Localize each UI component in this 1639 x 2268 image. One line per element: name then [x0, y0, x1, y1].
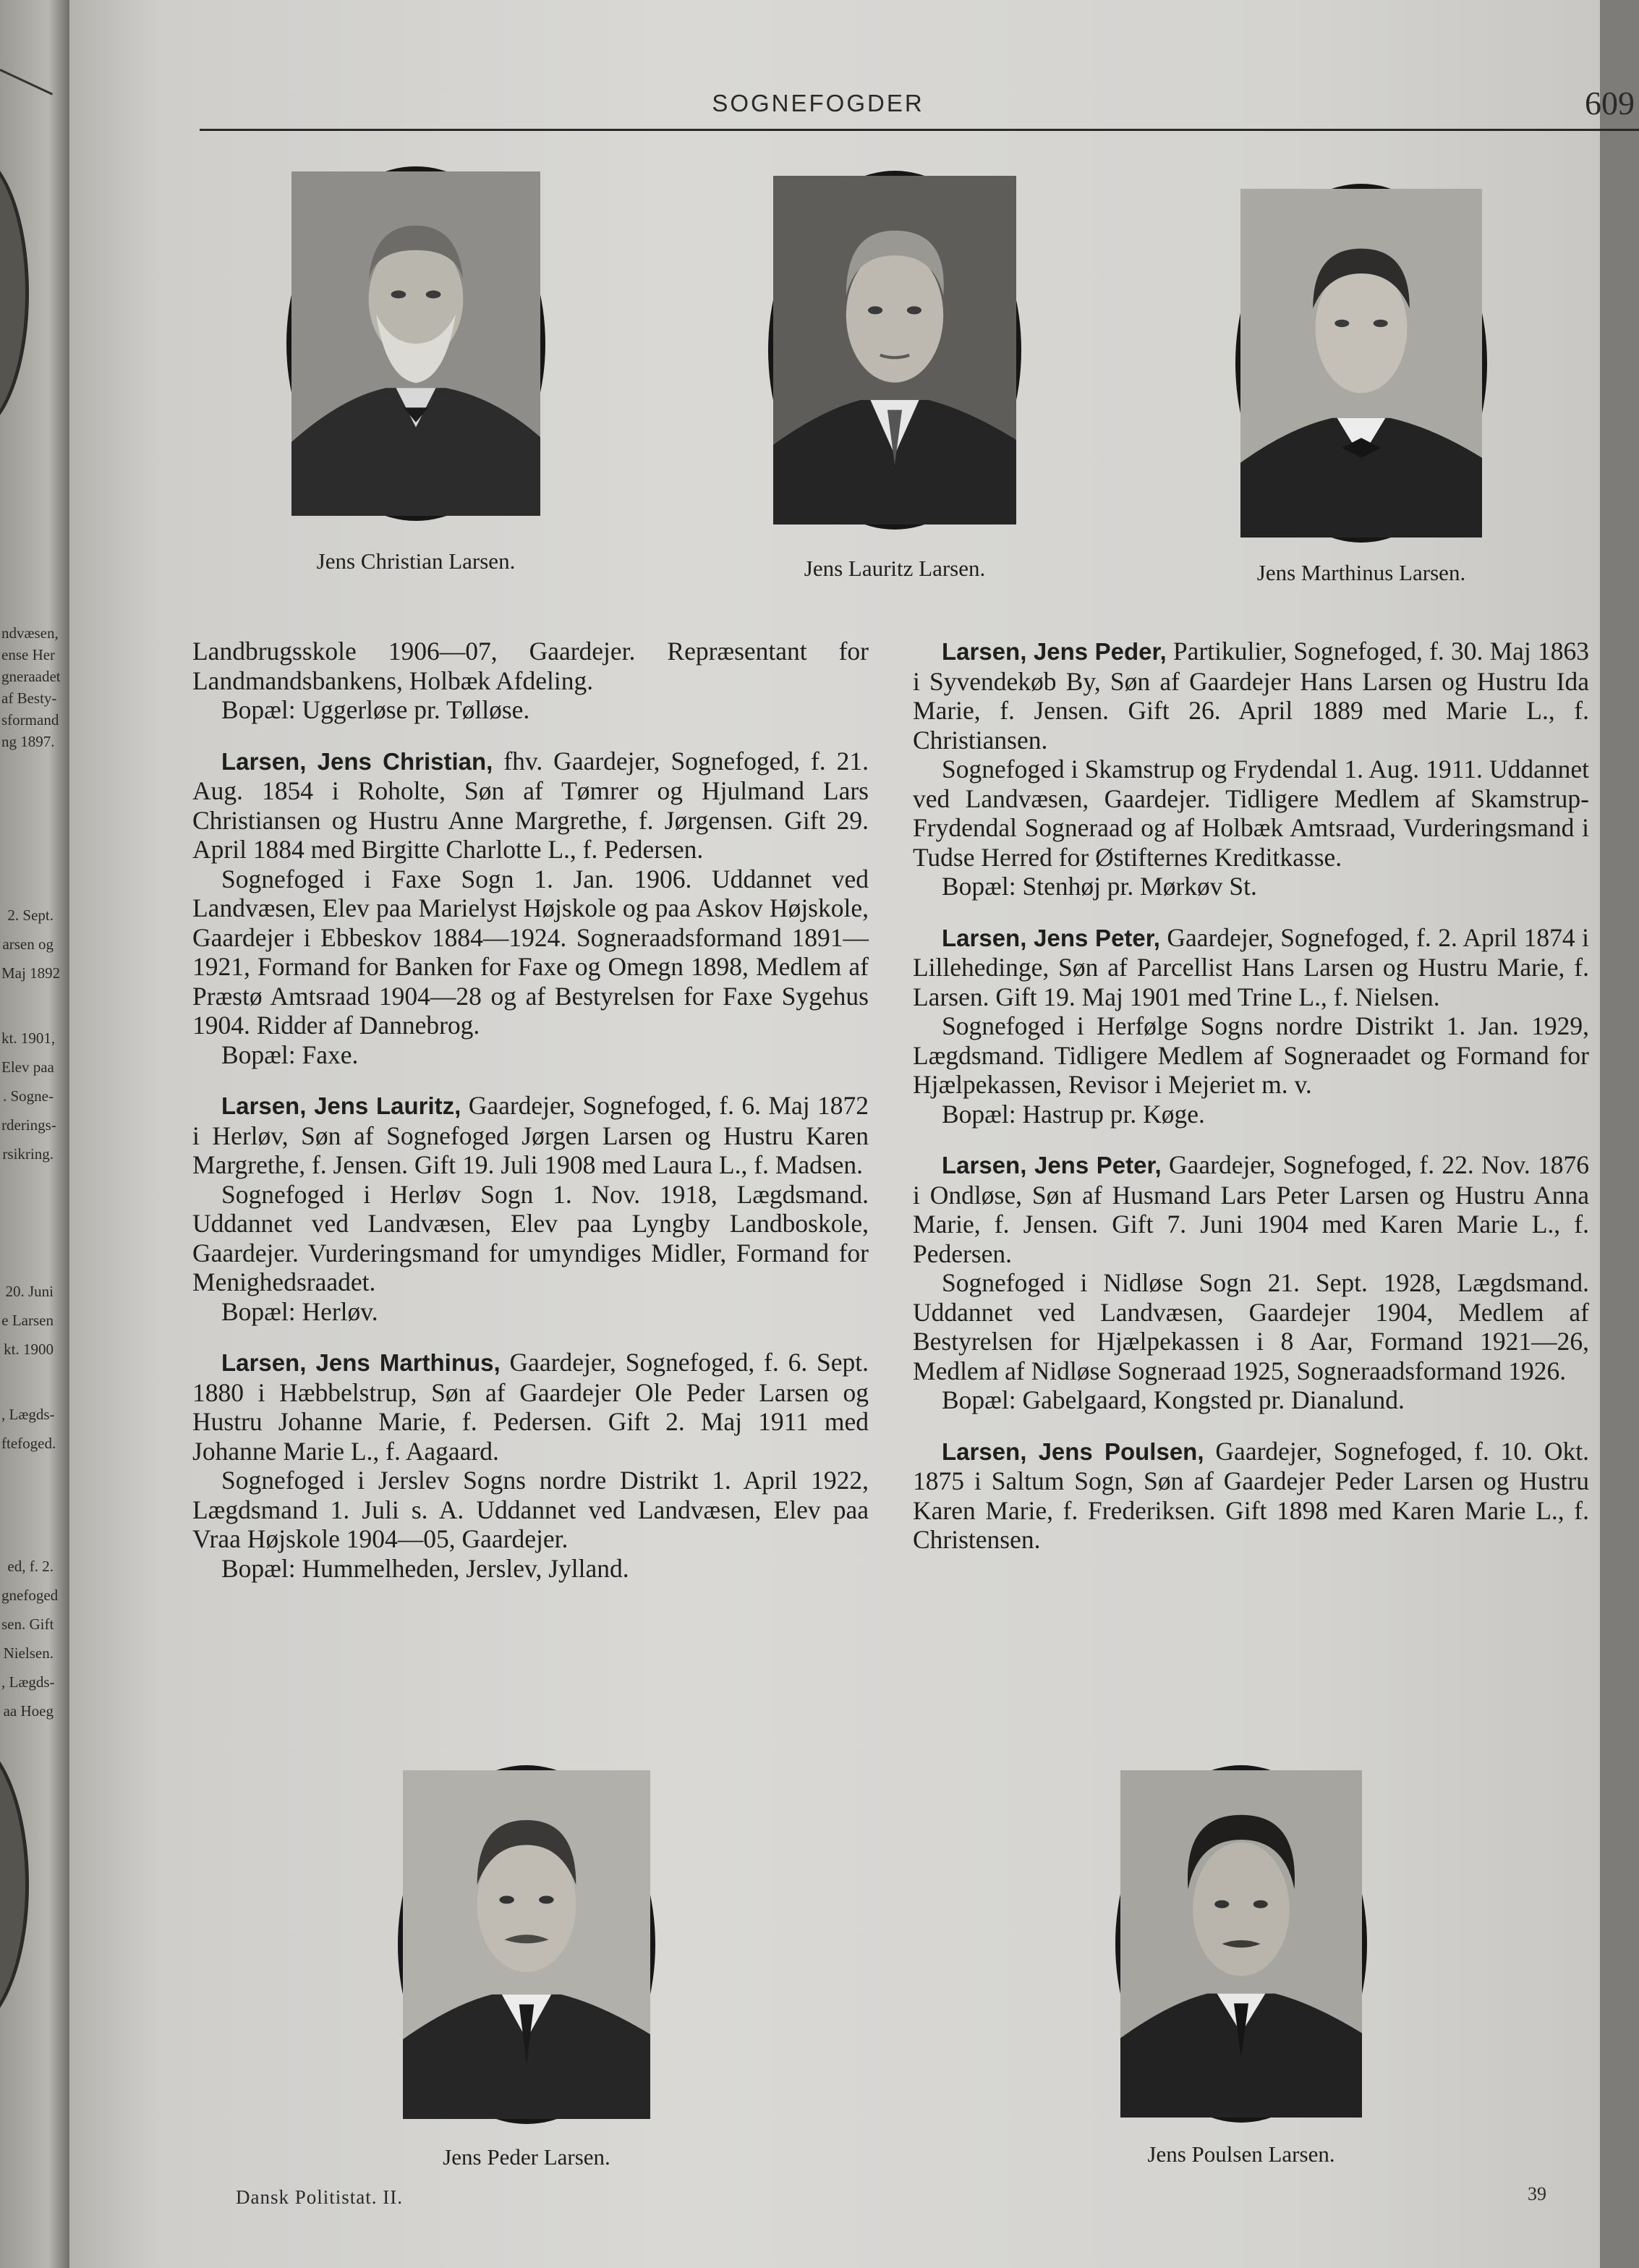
portrait-caption: Jens Poulsen Larsen. — [1147, 2141, 1335, 2167]
margin-fragment: gnefoged — [1, 1587, 59, 1604]
margin-fragment: kt. 1901, — [1, 1029, 56, 1047]
entry-address: Bopæl: Herløv. — [221, 1296, 378, 1326]
entry-intro-text: Gaardejer, Sognefoged, f. 10. Okt. 1875 i Saltum Sogn, Søn af Gaardejer Peder Larsen og Hustru Karen Marie, f. Frederiksen. Gift 1898 med Karen Marie L., f. Christensen. — [913, 1436, 1590, 1554]
footer-signature-mark: 39 — [1528, 2183, 1546, 2204]
margin-fragment: gneraadet — [1, 668, 61, 685]
portrait-jens-poulsen-larsen — [1115, 1765, 1367, 2123]
margin-fragment: sen. Gift — [1, 1615, 54, 1633]
portrait-caption: Jens Lauritz Larsen. — [804, 556, 986, 581]
previous-page-edge — [0, 0, 69, 2268]
entry-intro — [913, 1437, 1589, 1555]
entry-intro-text: Gaardejer, Sognefoged, f. 6. Sept. 1880 i Hæbbelstrup, Søn af Gaardejer Ole Peder Larsen og Hustru Johanne Marie, f. Pedersen. Gift 2. Maj 1911 med Johanne Marie L., f. Aagaard. — [192, 1348, 869, 1466]
entry-name: Larsen, Jens Marthinus, — [221, 1349, 501, 1376]
entry-name: Larsen, Jens Christian, — [221, 747, 493, 775]
margin-fragment: rsikring. — [2, 1145, 54, 1163]
running-head — [200, 85, 1639, 131]
entry-intro — [913, 637, 1589, 755]
page-title: SOGNEFOGDER — [712, 90, 924, 116]
margin-fragment: arsen og — [2, 935, 54, 953]
portrait-caption: Jens Peder Larsen. — [443, 2144, 610, 2170]
entry-body: Sognefoged i Skamstrup og Frydendal 1. Aug. 1911. Uddannet ved Landvæsen, Gaardejer. Tidligere Medlem af Skamstrup-Frydendal Sogneraad og af Holbæk Amtsraad, Vurderingsmand i Tudse Herred for Østifternes Kreditkasse. — [913, 755, 1589, 872]
entry-address: Bopæl: Hummelheden, Jerslev, Jylland. — [221, 1553, 629, 1583]
margin-fragment: , Lægds- — [1, 1406, 55, 1423]
entry-address: Bopæl: Hastrup pr. Køge. — [942, 1099, 1205, 1129]
entry-intro-text: fhv. Gaardejer, Sognefoged, f. 21. Aug. 1854 i Roholte, Søn af Tømrer og Hjulmand Lars Christiansen og Hustru Anne Margrethe, f. Jørgensen. Gift 29. April 1884 med Birgitte Charlotte L., f. Pedersen. — [192, 746, 869, 864]
entry-body: Sognefoged i Jerslev Sogns nordre Distrikt 1. April 1922, Lægdsmand 1. Juli s. A. Uddannet ved Landvæsen, Elev paa Vraa Højskole 1904—05, Gaardejer. — [192, 1466, 869, 1553]
entry-continuation: Landbrugsskole 1906—07, Gaardejer. Repræsentant for Landmandsbankens, Holbæk Afdeling. — [192, 637, 869, 695]
entry-body: Sognefoged i Nidløse Sogn 21. Sept. 1928, Lægdsmand. Uddannet ved Landvæsen, Gaardejer 1904, Medlem af Bestyrelsen for Hjælpekassen i 8 Aar, Formand 1921—26, Medlem af Nidløse Sogneraad 1925, Sogneraadsformand 1926. — [913, 1268, 1589, 1385]
entry-name: Larsen, Jens Peter, — [942, 1152, 1162, 1178]
margin-fragment: 2. Sept. — [7, 906, 54, 924]
portrait-oval-icon — [1120, 1770, 1362, 2118]
portrait-jens-marthinus-larsen — [1235, 184, 1487, 543]
margin-fragment: ense Her — [1, 646, 56, 663]
margin-fragment: ndvæsen, — [1, 624, 59, 642]
entry-intro — [192, 747, 869, 865]
margin-fragment: Nielsen. — [3, 1644, 54, 1662]
portrait-oval-icon — [291, 171, 540, 516]
margin-fragment: kt. 1900 — [4, 1341, 54, 1358]
entry-body: Sognefoged i Faxe Sogn 1. Jan. 1906. Uddannet ved Landvæsen, Elev paa Marielyst Højskole og paa Askov Højskole, Gaardejer i Ebbeskov 1884—1924. Sogneraadsformand 1891—1921, Formand for Banken for Faxe og Omegn 1898, Medlem af Præstø Amtsraad 1904—28 og af Bestyrelsen for Faxe Sygehus 1904. Ridder af Dannebrog. — [192, 864, 869, 1040]
text-column-right — [913, 637, 1589, 1555]
portrait-oval-icon — [403, 1770, 650, 2119]
margin-fragment: Maj 1892 — [1, 964, 61, 982]
margin-fragment: ftefoged. — [1, 1435, 56, 1452]
entry-name: Larsen, Jens Poulsen, — [942, 1437, 1204, 1465]
margin-fragment: e Larsen — [1, 1312, 54, 1329]
previous-page-rule — [0, 69, 53, 95]
entry-body: Sognefoged i Herløv Sogn 1. Nov. 1918, Lægdsmand. Uddannet ved Landvæsen, Elev paa Lyngby Landboskole, Gaardejer. Vurderingsmand for umyndiges Midler, Formand for Menighedsraadet. — [192, 1179, 869, 1296]
portrait-oval-icon — [773, 176, 1016, 524]
text-column-left — [192, 637, 869, 1583]
page-number: 609 — [1585, 85, 1635, 122]
portrait-caption: Jens Marthinus Larsen. — [1256, 560, 1466, 585]
entry-address: Bopæl: Gabelgaard, Kongsted pr. Dianalund. — [942, 1385, 1405, 1414]
portrait-jens-lauritz-larsen — [768, 171, 1021, 530]
book-page — [69, 0, 1635, 2268]
portrait-oval-icon — [1240, 189, 1482, 538]
margin-fragment: aa Hoeg — [3, 1702, 54, 1720]
entry-intro-text: Partikulier, Sognefoged, f. 30. Maj 1863 i Syvendekøb By, Søn af Gaardejer Hans Larsen og Hustru Ida Marie, f. Jensen. Gift 26. April 1889 med Marie L., f. Christiansen. — [913, 637, 1589, 755]
margin-fragment: sformand — [1, 711, 59, 729]
entry-intro — [192, 1348, 869, 1466]
entry-intro-text: Gaardejer, Sognefoged, f. 22. Nov. 1876 i Ondløse, Søn af Husmand Lars Peter Larsen og Hustru Anna Marie, f. Jensen. Gift 7. Juni 1904 med Karen Marie L., f. Pedersen. — [913, 1150, 1590, 1268]
margin-fragment: . Sogne- — [3, 1087, 54, 1105]
previous-page-portrait — [0, 1736, 29, 2033]
entry-name: Larsen, Jens Peter, — [942, 924, 1160, 951]
entry-name: Larsen, Jens Peder, — [942, 638, 1167, 665]
entry-address: Bopæl: Uggerløse pr. Tølløse. — [221, 695, 530, 724]
portrait-jens-christian-larsen — [286, 166, 545, 521]
portrait-jens-peder-larsen — [398, 1765, 655, 2124]
entry-intro — [913, 923, 1589, 1012]
entry-body: Sognefoged i Herfølge Sogns nordre Distrikt 1. Jan. 1929, Lægdsmand. Tidligere Medlem af Sogneraadet og Formand for Hjælpekassen, Revisor i Mejeriet m. v. — [913, 1011, 1589, 1099]
margin-fragment: , Lægds- — [1, 1673, 55, 1691]
entry-address: Bopæl: Faxe. — [221, 1040, 359, 1069]
previous-page-portrait — [0, 152, 29, 434]
entry-address: Bopæl: Stenhøj pr. Mørkøv St. — [942, 872, 1257, 901]
footer-book-title: Dansk Politistat. II. — [236, 2186, 403, 2208]
margin-fragment: rderings- — [1, 1116, 56, 1134]
margin-fragment: ed, f. 2. — [7, 1558, 54, 1575]
entry-intro — [192, 1091, 869, 1180]
entry-name: Larsen, Jens Lauritz, — [221, 1092, 461, 1119]
entry-intro-text: Gaardejer, Sognefoged, f. 2. April 1874 i Lillehedinge, Søn af Parcellist Hans Larsen og Hustru Marie, f. Larsen. Gift 19. Maj 1901 med Trine L., f. Nielsen. — [913, 922, 1589, 1011]
entry-intro — [913, 1150, 1589, 1268]
margin-fragment: ng 1897. — [1, 733, 55, 750]
portrait-caption: Jens Christian Larsen. — [316, 548, 516, 574]
margin-fragment: 20. Juni — [5, 1283, 54, 1300]
margin-fragment: af Besty- — [1, 689, 57, 707]
entry-intro-text: Gaardejer, Sognefoged, f. 6. Maj 1872 i Herløv, Søn af Sognefoged Jørgen Larsen og Hustru Karen Margrethe, f. Jensen. Gift 19. Juli 1908 med Laura L., f. Madsen. — [192, 1091, 869, 1179]
margin-fragment: Elev paa — [1, 1058, 54, 1076]
